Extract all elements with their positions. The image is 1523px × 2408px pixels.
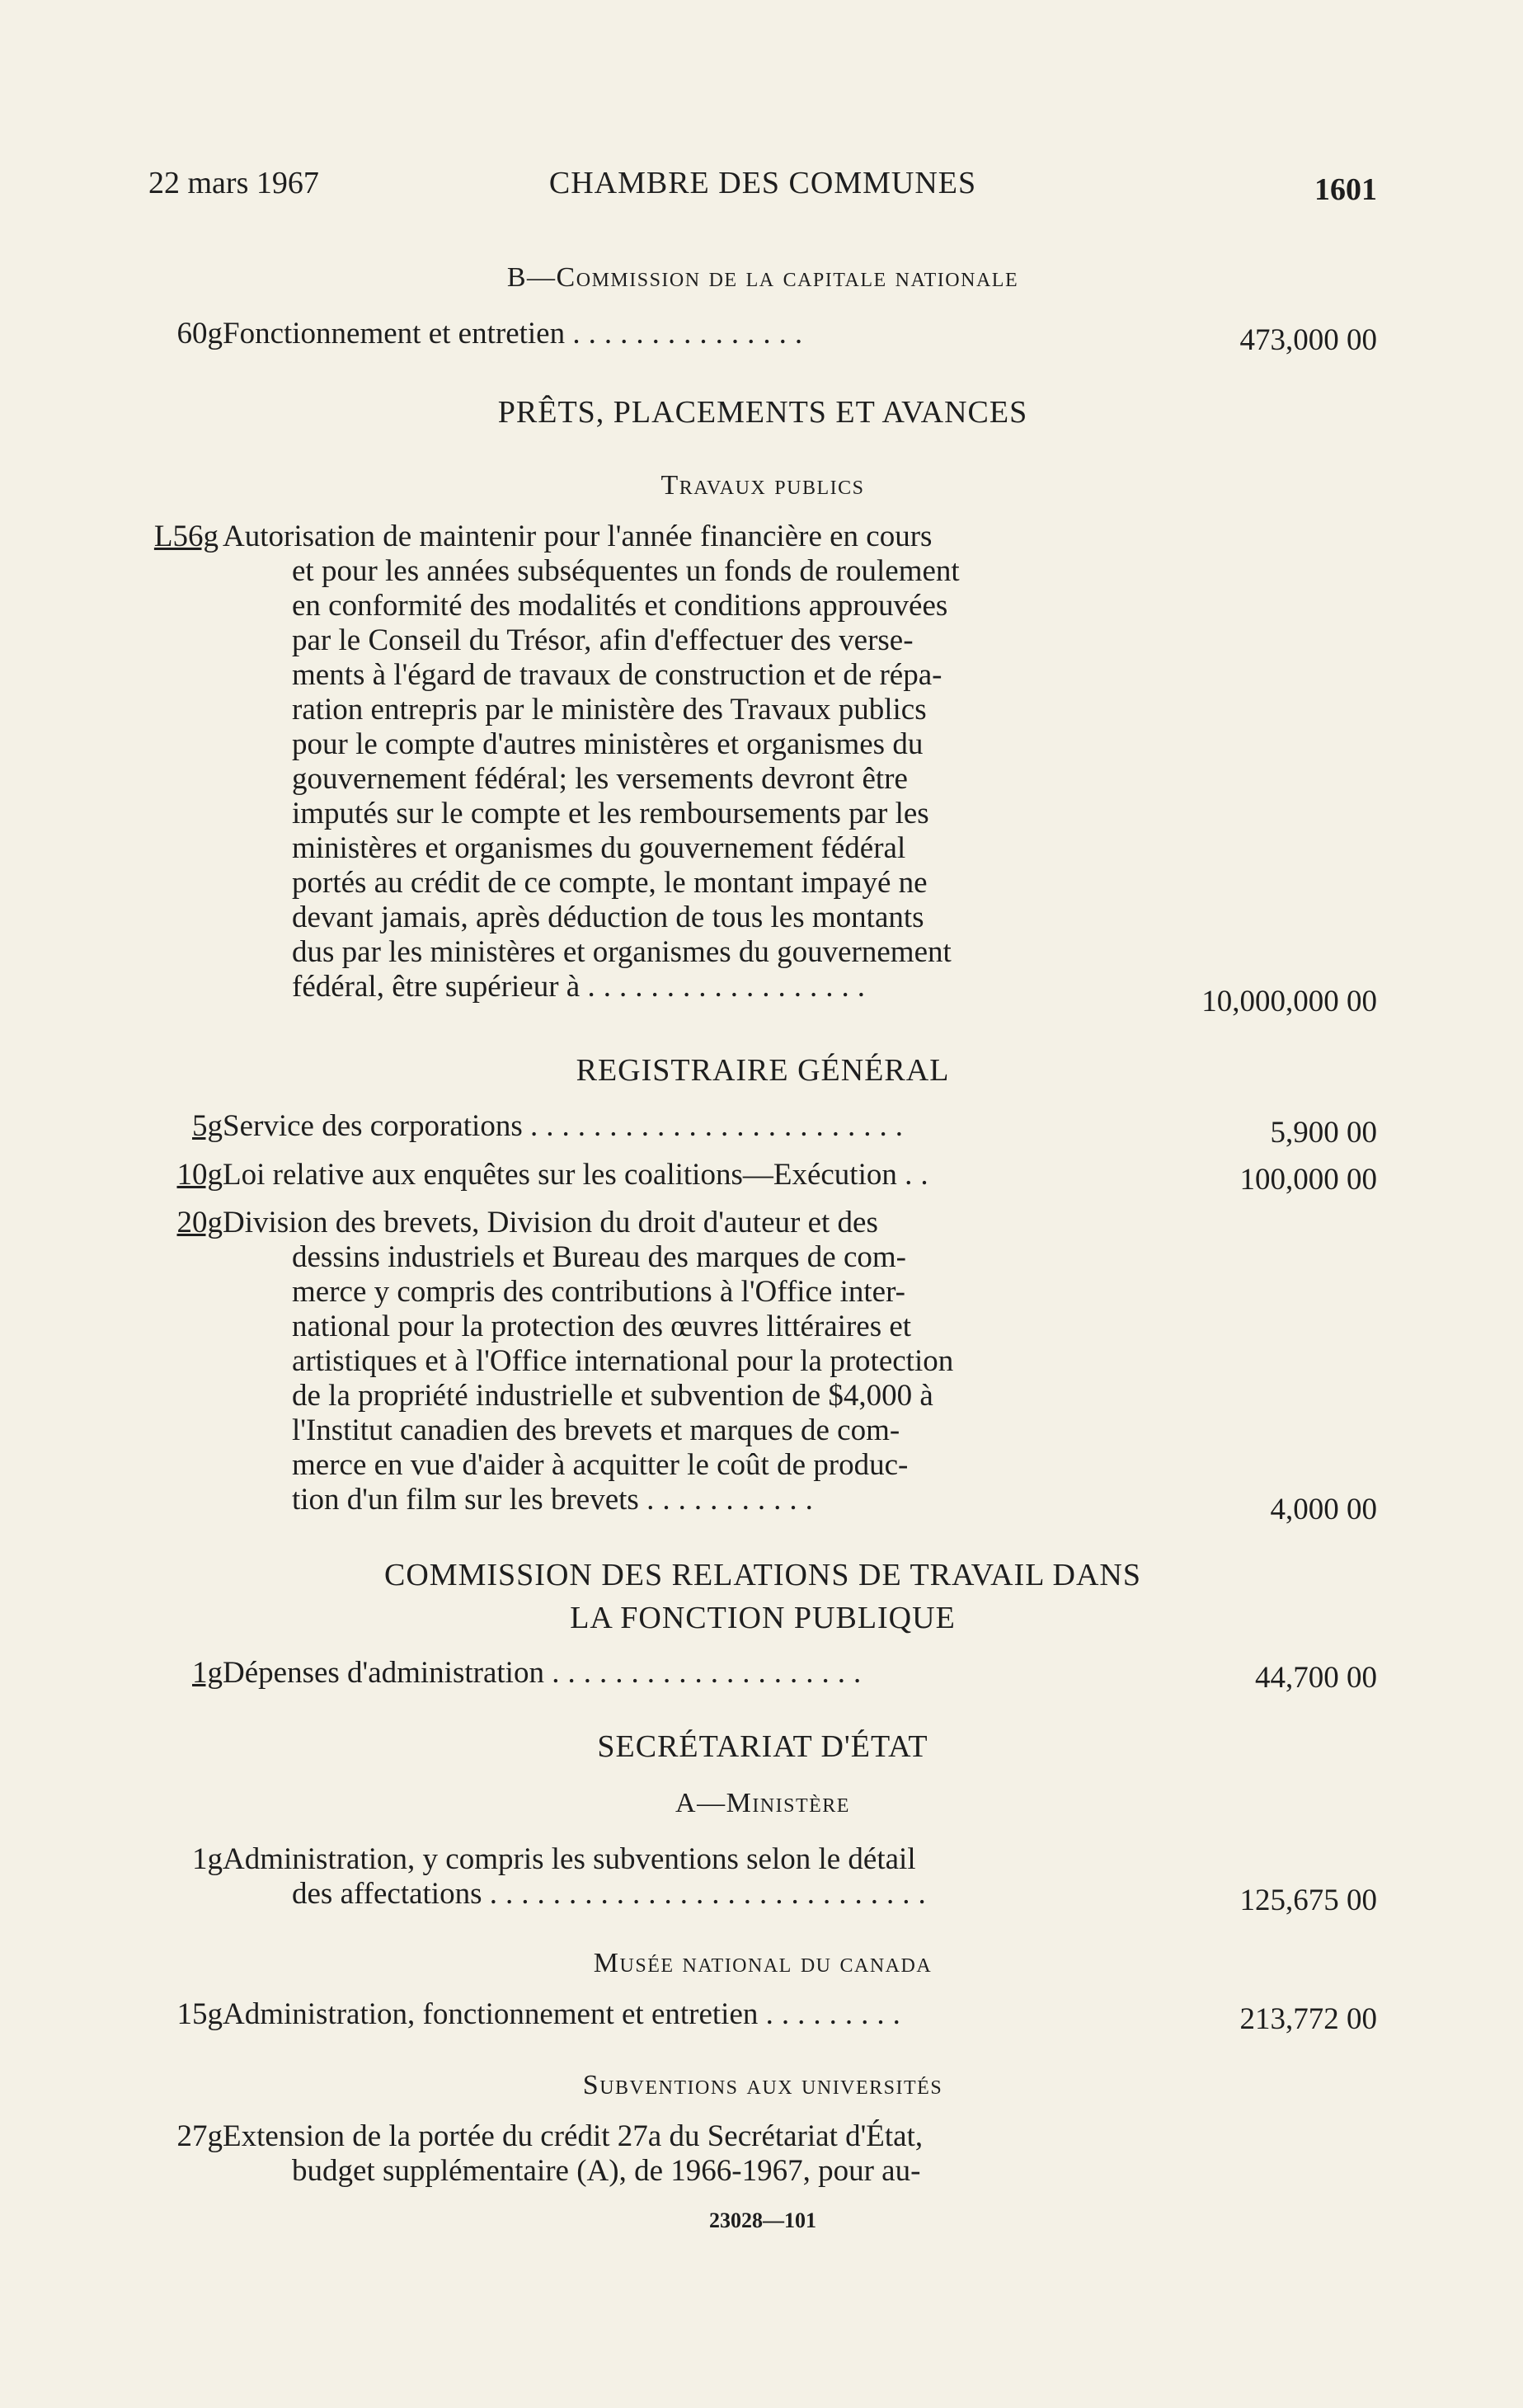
dot-leader: .................. xyxy=(587,970,873,1004)
entry-amount: 5,900 00 xyxy=(1270,1116,1377,1150)
section-heading-subventions: Subventions aux universités xyxy=(582,2070,943,2100)
text-line: des affectations xyxy=(292,1877,482,1911)
header-date: 22 mars 1967 xyxy=(148,166,319,200)
dot-leader: ......... xyxy=(765,1997,909,2031)
entry-text: Fonctionnement et entretien xyxy=(223,317,566,350)
text-line: Division des brevets, Division du droit d'auteur et des xyxy=(223,1206,878,1239)
header-title: CHAMBRE DES COMMUNES xyxy=(548,166,977,200)
entry-amount: 4,000 00 xyxy=(1270,1493,1377,1526)
entry-text: Administration, fonctionnement et entretien xyxy=(223,1997,759,2031)
entry-text: Dépenses d'administration xyxy=(223,1656,544,1690)
entry-code: 15g xyxy=(176,1997,223,2031)
text-line: en conformité des modalités et conditions approuvées xyxy=(292,589,948,623)
section-heading-secretariat: SECRÉTARIAT D'ÉTAT xyxy=(597,1729,928,1764)
text-line: merce y compris des contributions à l'Office inter- xyxy=(292,1275,905,1309)
page-header xyxy=(148,165,1377,214)
entry-code: 27g xyxy=(176,2119,223,2153)
entry-code: 10g xyxy=(176,1158,223,1192)
entry-code: L56g xyxy=(153,520,219,553)
text-line: tion d'un film sur les brevets xyxy=(292,1483,639,1517)
text-line: dessins industriels et Bureau des marques de com- xyxy=(292,1240,906,1274)
entry-amount: 10,000,000 00 xyxy=(1201,985,1377,1018)
text-line: de la propriété industrielle et subvention de $4,000 à xyxy=(292,1379,933,1413)
section-heading-commission-capitale: B—Commission de la capitale nationale xyxy=(506,262,1019,293)
text-line: artistiques et à l'Office international pour la protection xyxy=(292,1344,954,1378)
text-line: gouvernement fédéral; les versements devront être xyxy=(292,762,908,796)
section-heading-ministere: A—Ministère xyxy=(675,1788,850,1818)
entry-amount: 473,000 00 xyxy=(1239,323,1377,357)
text-line: et pour les années subséquentes un fonds de roulement xyxy=(292,554,960,588)
text-line: fédéral, être supérieur à xyxy=(292,970,581,1004)
dot-leader: .................... xyxy=(552,1656,870,1690)
text-line: ments à l'égard de travaux de construction et de répa- xyxy=(292,658,942,692)
entry-amount: 213,772 00 xyxy=(1239,2002,1377,2036)
entry-code: 1g xyxy=(192,1842,223,1876)
text-line: Administration, y compris les subventions selon le détail xyxy=(223,1842,916,1876)
entry-amount: 125,675 00 xyxy=(1239,1884,1377,1917)
text-line: dus par les ministères et organismes du gouvernement xyxy=(292,935,952,969)
entry-text: Loi relative aux enquêtes sur les coalitions—Exécution xyxy=(223,1158,897,1192)
entry-code: 1g xyxy=(192,1656,223,1690)
text-line: devant jamais, après déduction de tous les montants xyxy=(292,901,924,934)
text-line: merce en vue d'aider à acquitter le coût de produc- xyxy=(292,1448,909,1482)
text-line: Extension de la portée du crédit 27a du Secrétariat d'État, xyxy=(223,2119,924,2153)
entry-amount: 44,700 00 xyxy=(1255,1661,1377,1695)
dot-leader: ........... xyxy=(646,1483,821,1517)
text-line: budget supplémentaire (A), de 1966-1967, pour au- xyxy=(292,2154,921,2188)
entry-code: 20g xyxy=(176,1206,223,1239)
text-line: l'Institut canadien des brevets et marques de com- xyxy=(292,1413,900,1447)
page-number: 1601 xyxy=(1314,172,1377,207)
section-heading-relations-line2: LA FONCTION PUBLIQUE xyxy=(570,1601,956,1635)
entry-text: Service des corporations xyxy=(223,1109,523,1143)
section-heading-relations-line1: COMMISSION DES RELATIONS DE TRAVAIL DANS xyxy=(384,1558,1141,1592)
text-line: par le Conseil du Trésor, afin d'effectuer des verse- xyxy=(292,623,914,657)
dot-leader: ............... xyxy=(572,317,811,350)
text-line: imputés sur le compte et les remboursements par les xyxy=(292,797,929,830)
printer-signature: 23028—101 xyxy=(709,2208,816,2232)
text-line: ministères et organismes du gouvernement fédéral xyxy=(292,831,906,865)
text-line: ration entrepris par le ministère des Travaux publics xyxy=(292,693,927,727)
entry-amount: 100,000 00 xyxy=(1239,1163,1377,1197)
dot-leader: ............................ xyxy=(489,1877,934,1911)
text-line: Autorisation de maintenir pour l'année financière en cours xyxy=(223,520,933,553)
entry-code: 60g xyxy=(176,317,223,350)
text-line: national pour la protection des œuvres littéraires et xyxy=(292,1310,912,1343)
section-heading-prets: PRÊTS, PLACEMENTS ET AVANCES xyxy=(497,395,1028,430)
section-heading-registraire: REGISTRAIRE GÉNÉRAL xyxy=(576,1053,950,1088)
entry-code: 5g xyxy=(192,1109,223,1143)
section-heading-travaux: Travaux publics xyxy=(660,470,865,501)
text-line: portés au crédit de ce compte, le montant impayé ne xyxy=(292,866,928,900)
text-line: pour le compte d'autres ministères et organismes du xyxy=(292,727,924,761)
dot-leader: .. xyxy=(905,1158,937,1192)
section-heading-musee: Musée national du canada xyxy=(593,1948,933,1978)
dot-leader: ........................ xyxy=(529,1109,911,1143)
